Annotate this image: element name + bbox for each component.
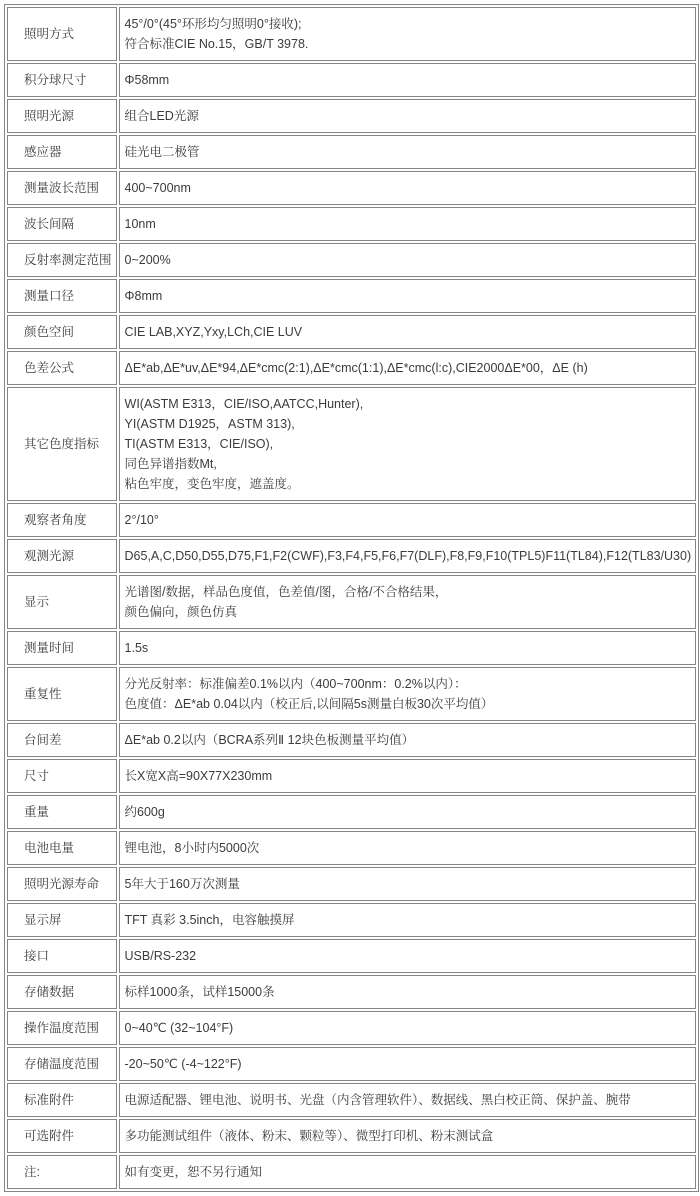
spec-label-cell: 显示 [7, 575, 117, 629]
table-row [7, 503, 696, 537]
spec-label-cell: 注: [7, 1155, 117, 1189]
spec-value-cell [119, 135, 697, 169]
spec-value-line: D65,A,C,D50,D55,D75,F1,F2(CWF),F3,F4,F5,F6,F7(DLF),F8,F9,F10(TPL5)F11(TL84),F12(TL83/U30) [124, 549, 692, 563]
spec-label-cell: 颜色空间 [7, 315, 117, 349]
spec-label-cell: 可选附件 [7, 1119, 117, 1153]
spec-value-cell [119, 575, 697, 629]
spec-value-line: TI(ASTM E313，CIE/ISO), [124, 437, 274, 451]
table-row [7, 171, 696, 205]
spec-value-cell [119, 99, 697, 133]
table-row [7, 831, 696, 865]
spec-value-cell [119, 939, 697, 973]
spec-value-line: ΔE*ab 0.2以内（BCRA系列Ⅱ 12块色板测量平均值） [124, 733, 415, 747]
spec-label-cell: 接口 [7, 939, 117, 973]
spec-value-cell [119, 975, 697, 1009]
spec-label-cell: 存储温度范围 [7, 1047, 117, 1081]
spec-label-cell: 操作温度范围 [7, 1011, 117, 1045]
spec-value-line: 光谱图/数据，样品色度值，色差值/图，合格/不合格结果， [124, 585, 448, 599]
spec-table [4, 4, 699, 1192]
spec-value-cell [119, 539, 697, 573]
spec-label-cell: 存储数据 [7, 975, 117, 1009]
spec-value-line: Φ8mm [124, 289, 163, 303]
spec-value-cell [119, 1119, 697, 1153]
spec-value-line: 标样1000条，试样15000条 [124, 985, 275, 999]
table-row [7, 1083, 696, 1117]
spec-label-cell: 测量口径 [7, 279, 117, 313]
spec-label-cell: 台间差 [7, 723, 117, 757]
spec-label-cell: 感应器 [7, 135, 117, 169]
spec-label-cell: 反射率测定范围 [7, 243, 117, 277]
spec-label-cell: 显示屏 [7, 903, 117, 937]
spec-value-line: 锂电池，8小时内5000次 [124, 841, 260, 855]
spec-table-body [7, 7, 696, 1189]
spec-value-line: 多功能测试组件（液体、粉末、颗粒等）、微型打印机、粉末测试盒 [124, 1129, 494, 1143]
table-row [7, 279, 696, 313]
spec-value-line: 10nm [124, 217, 156, 231]
spec-label-cell: 电池电量 [7, 831, 117, 865]
spec-label-cell: 标准附件 [7, 1083, 117, 1117]
spec-value-line: USB/RS-232 [124, 949, 197, 963]
spec-label-cell: 重量 [7, 795, 117, 829]
table-row [7, 243, 696, 277]
spec-value-cell [119, 63, 697, 97]
spec-label-cell: 测量时间 [7, 631, 117, 665]
spec-value-line: 0~40℃ (32~104°F) [124, 1021, 234, 1035]
spec-value-cell [119, 1011, 697, 1045]
table-row [7, 539, 696, 573]
table-row [7, 99, 696, 133]
spec-value-line: YI(ASTM D1925，ASTM 313), [124, 417, 295, 431]
spec-value-line: 颜色偏向，颜色仿真 [124, 605, 238, 619]
spec-value-cell [119, 759, 697, 793]
spec-label-cell: 观测光源 [7, 539, 117, 573]
table-row [7, 631, 696, 665]
spec-value-line: 组合LED光源 [124, 109, 199, 123]
spec-value-cell [119, 7, 697, 61]
table-row [7, 1011, 696, 1045]
spec-value-cell [119, 667, 697, 721]
spec-value-line: 约600g [124, 805, 165, 819]
spec-value-line: 0~200% [124, 253, 171, 267]
spec-value-cell [119, 387, 697, 501]
table-row [7, 1155, 696, 1189]
spec-value-line: -20~50℃ (-4~122°F) [124, 1057, 242, 1071]
spec-value-cell [119, 279, 697, 313]
spec-value-cell [119, 831, 697, 865]
table-row [7, 575, 696, 629]
spec-value-cell [119, 903, 697, 937]
spec-value-cell [119, 315, 697, 349]
spec-label-cell: 测量波长范围 [7, 171, 117, 205]
spec-value-line: 色度值：ΔE*ab 0.04以内（校正后,以间隔5s测量白板30次平均值） [124, 697, 494, 711]
table-row [7, 795, 696, 829]
spec-value-line: 2°/10° [124, 513, 159, 527]
table-row [7, 867, 696, 901]
spec-value-line: 同色异谱指数Mt, [124, 457, 217, 471]
spec-value-cell [119, 1083, 697, 1117]
table-row [7, 975, 696, 1009]
table-row [7, 723, 696, 757]
spec-value-line: CIE LAB,XYZ,Yxy,LCh,CIE LUV [124, 325, 303, 339]
spec-label-cell: 重复性 [7, 667, 117, 721]
spec-value-line: 分光反射率：标准偏差0.1%以内（400~700nm：0.2%以内）： [124, 677, 467, 691]
table-row [7, 939, 696, 973]
table-row [7, 207, 696, 241]
spec-value-line: Φ58mm [124, 73, 170, 87]
table-row [7, 387, 696, 501]
spec-value-line: 粘色牢度，变色牢度，遮盖度。 [124, 477, 300, 491]
spec-label-cell: 观察者角度 [7, 503, 117, 537]
spec-label-cell: 色差公式 [7, 351, 117, 385]
spec-value-line: 长X宽X高=90X77X230mm [124, 769, 273, 783]
spec-value-cell [119, 243, 697, 277]
table-row [7, 903, 696, 937]
table-row [7, 315, 696, 349]
table-row [7, 7, 696, 61]
table-row [7, 759, 696, 793]
spec-value-cell [119, 723, 697, 757]
spec-value-cell [119, 795, 697, 829]
table-row [7, 135, 696, 169]
table-row [7, 1119, 696, 1153]
spec-value-line: 符合标准CIE No.15，GB/T 3978. [124, 37, 309, 51]
spec-label-cell: 尺寸 [7, 759, 117, 793]
spec-value-line: ΔE*ab,ΔE*uv,ΔE*94,ΔE*cmc(2:1),ΔE*cmc(1:1),ΔE*cmc(l:c),CIE2000ΔE*00，ΔE (h) [124, 361, 588, 375]
spec-value-cell [119, 351, 697, 385]
spec-value-cell [119, 503, 697, 537]
spec-label-cell: 照明光源 [7, 99, 117, 133]
spec-value-line: 电源适配器、锂电池、说明书、光盘（内含管理软件）、数据线、黑白校正筒、保护盖、腕带 [124, 1093, 631, 1107]
spec-value-line: 400~700nm [124, 181, 191, 195]
spec-label-cell: 其它色度指标 [7, 387, 117, 501]
spec-value-line: 硅光电二极管 [124, 145, 200, 159]
spec-label-cell: 积分球尺寸 [7, 63, 117, 97]
spec-value-cell [119, 1155, 697, 1189]
table-row [7, 667, 696, 721]
spec-value-line: WI(ASTM E313，CIE/ISO,AATCC,Hunter), [124, 397, 364, 411]
spec-value-line: 如有变更，恕不另行通知 [124, 1165, 263, 1179]
spec-value-cell [119, 207, 697, 241]
spec-label-cell: 波长间隔 [7, 207, 117, 241]
spec-value-line: 5年大于160万次测量 [124, 877, 240, 891]
spec-value-line: TFT 真彩 3.5inch，电容触摸屏 [124, 913, 295, 927]
table-row [7, 351, 696, 385]
table-row [7, 63, 696, 97]
spec-value-cell [119, 171, 697, 205]
spec-label-cell: 照明光源寿命 [7, 867, 117, 901]
spec-value-cell [119, 631, 697, 665]
spec-value-line: 45°/0°(45°环形均匀照明0°接收); [124, 17, 302, 31]
spec-value-line: 1.5s [124, 641, 149, 655]
spec-value-cell [119, 867, 697, 901]
spec-label-cell: 照明方式 [7, 7, 117, 61]
